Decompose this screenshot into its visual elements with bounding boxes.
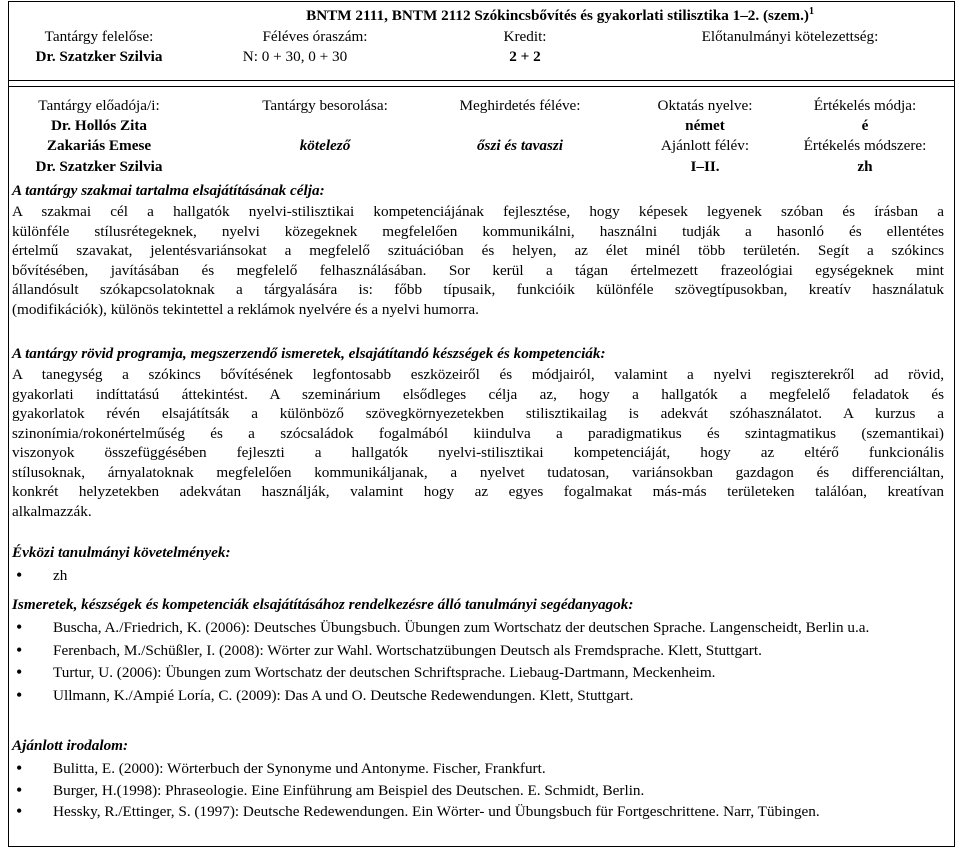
prerequisite-label: Előtanulmányi kötelezettség: (701, 28, 879, 45)
evaluation-system-label: Értékelés módszere: (803, 137, 927, 154)
program-line: A tanegység a szókincs bővítésének legfontosabb eszközeiről és módjairól, valamint a nyelvi regiszterekről ad rövid, (12, 366, 944, 383)
list-item: • Ferenbach, M./Schüßler, I. (2008): Wörter zur Wahl. Wortschatzübungen Deutsch als Fremdsprache. Klett, Stuttgart. (12, 641, 944, 661)
aim-line: (modifikációk), különös tekintettel a reklámok nyelvére és a nyelvi humorra. (12, 300, 479, 318)
list-item: • Bulitta, E. (2000): Wörterbuch der Synonyme und Antonyme. Fischer, Frankfurt. (12, 759, 944, 779)
lecturer-name-3: Dr. Szatzker Szilvia (35, 158, 163, 175)
literature-list (12, 759, 944, 822)
responsible-label: Tantárgy felelőse: (44, 28, 154, 45)
evaluation-mode-label: Értékelés módja: (813, 97, 917, 114)
table-rule-header-bottom (8, 80, 954, 81)
language-value: német (685, 117, 725, 134)
literature-heading: Ajánlott irodalom: (12, 737, 129, 754)
requirements-heading: Évközi tanulmányi követelmények: (12, 544, 231, 561)
list-item: • Hessky, R./Ettinger, S. (1997): Deutsche Redewendungen. Ein Wörter- und Übungsbuch für Fortgeschrittene. Narr, Tübingen. (12, 802, 944, 822)
aim-line: állandósult szókapcsolatoknak a tárgyalására is: főbb típusaik, funkcióik különféle szövegtípusokban, kreatív használatuk (12, 281, 944, 298)
semester-value: őszi és tavaszi (476, 137, 564, 154)
table-rule-info-top (8, 86, 954, 87)
semester-label: Meghirdetés féléve: (459, 97, 581, 114)
program-line: stílusoknak, árnyalatoknak megfelelően kommunikáljanak, a nyelvet tudatosan, variánsokban gazdagon és differenciáltan, (12, 463, 944, 481)
language-label: Oktatás nyelve: (657, 97, 753, 114)
program-heading: A tantárgy rövid programja, megszerzendő ismeretek, elsajátítandó készségek és kompetenciák: (12, 345, 606, 362)
program-text (12, 365, 944, 521)
program-line: gyakorlati indíttatású áttekintést. A szeminárium elsődleges célja az, hogy a hallgatók a megfelelő feladatok és (12, 385, 944, 403)
list-item: • Ullmann, K./Ampié Loría, C. (2009): Das A und O. Deutsche Redewendungen. Klett, Stuttgart. (12, 686, 944, 706)
program-line: viszonyok összefüggésében fejleszti a hallgatók nyelvi-stilisztikai kompetenciáját, hogy az eltérő funkcionális (12, 444, 944, 461)
lecturer-name-1: Dr. Hollós Zita (50, 117, 148, 134)
aim-line: értelmű szavakat, jelentésvariánsokat a megfelelő szituációban és helyen, az élet minél több területén. Segít a szókincs (12, 242, 944, 259)
program-line: szinonímia/rokonértelműség és a szócsaládok fogalmából kiindulva a paradigmatikus és szintagmatikus (szemantikai) (12, 424, 944, 442)
list-item: • Turtur, U. (2006): Übungen zum Wortschatz der deutschen Schriftsprache. Liebaug-Dartmann, Meckenheim. (12, 663, 944, 683)
program-line: gyakorlatok révén elsajátítsák a különböző szövegkörnyezetekben stilisztikailag is adekvát szóhasználatot. A kurzus a (12, 405, 944, 422)
aim-line: bővítésében, javításában és megfelelő felhasználásában. Sor kerül a tágan értelmezett frazeológiai egységeknek mint (12, 261, 944, 279)
aim-heading: A tantárgy szakmai tartalma elsajátításának célja: (12, 182, 325, 199)
program-line: alkalmazzák. (12, 502, 92, 520)
materials-heading: Ismeretek, készségek és kompetenciák elsajátításához rendelkezésre álló tanulmányi segédanyagok: (12, 596, 634, 613)
aim-line: A szakmai cél a hallgatók nyelvi-stilisztikai kompetenciájának fejlesztése, hogy képesek legyenek szóban és írásban a (12, 203, 944, 220)
aim-text (12, 202, 944, 319)
aim-line: különféle stílusrétegeknek, nyelvi közegeknek megfelelően kommunikálni, használni tudják a hasonló és ellentétes (12, 222, 944, 240)
evaluation-mode-value: é (861, 117, 869, 134)
requirements-list (12, 566, 944, 586)
list-item: • Buscha, A./Friedrich, K. (2006): Deutsches Übungsbuch. Übungen zum Wortschatz der deutschen Sprache. Langenscheidt, Berlin u.a. (12, 618, 944, 638)
program-line: konkrét helyzetekben adekvátan használják, valamint hogy az egyes fogalmakat más-más területeken találóan, kreatívan (12, 483, 944, 500)
table-rule-bottom (8, 846, 954, 847)
classification-label: Tantárgy besorolása: (262, 97, 388, 114)
evaluation-system-value: zh (857, 158, 873, 175)
hours-value: N: 0 + 30, 0 + 30 (242, 48, 348, 65)
recommended-semester-value: I–II. (690, 158, 720, 175)
responsible-name: Dr. Szatzker Szilvia (35, 48, 163, 65)
lecturer-label: Tantárgy előadója/i: (38, 97, 160, 114)
credit-label: Kredit: (503, 28, 547, 45)
list-item: • Burger, H.(1998): Phraseologie. Eine Einführung am Beispiel des Deutschen. E. Schmidt, Berlin. (12, 781, 944, 801)
table-rule-top (8, 1, 954, 2)
materials-list (12, 618, 944, 705)
footnote-mark: 1 (808, 5, 814, 17)
list-item: • zh (12, 566, 944, 586)
lecturer-name-2: Zakariás Emese (46, 137, 152, 154)
recommended-semester-label: Ajánlott félév: (660, 137, 750, 154)
classification-value: kötelező (299, 137, 351, 154)
hours-label: Féléves óraszám: (262, 28, 368, 45)
course-title: BNTM 2111, BNTM 2112 Szókincsbővítés és gyakorlati stilisztika 1–2. (szem.)$^1$ (306, 5, 814, 24)
credit-value: 2 + 2 (509, 48, 541, 65)
